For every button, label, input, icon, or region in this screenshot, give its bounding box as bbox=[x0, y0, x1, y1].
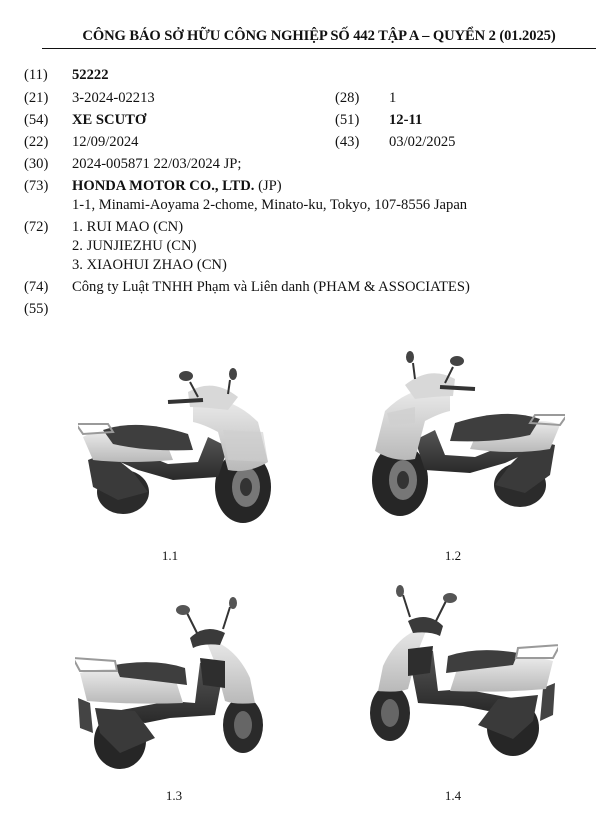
application-number: 3-2024-02213 bbox=[72, 90, 155, 106]
figure-1-2 bbox=[365, 345, 565, 525]
field-code: (30) bbox=[24, 156, 49, 172]
owner-name: HONDA MOTOR CO., LTD. bbox=[72, 178, 255, 194]
ip-agent: Công ty Luật TNHH Phạm và Liên danh (PHAM & ASSOCIATES) bbox=[72, 279, 470, 295]
scooter-image bbox=[78, 352, 278, 532]
field-code: (28) bbox=[335, 90, 360, 106]
gazette-header: CÔNG BÁO SỞ HỮU CÔNG NGHIỆP SỐ 442 TẬP A – QUYỂN 2 (01.2025) bbox=[42, 28, 596, 49]
registration-number: 52222 bbox=[72, 67, 109, 83]
figure-caption: 1.3 bbox=[165, 788, 183, 803]
scooter-image bbox=[358, 583, 558, 763]
field-code: (54) bbox=[24, 112, 49, 128]
owner-country: (JP) bbox=[254, 178, 282, 194]
filing-date: 12/09/2024 bbox=[72, 134, 139, 150]
field-code: (72) bbox=[24, 219, 49, 235]
field-code: (22) bbox=[24, 134, 49, 150]
field-code: (11) bbox=[24, 67, 48, 83]
figure-1-3 bbox=[75, 593, 275, 773]
figure-caption: 1.1 bbox=[161, 548, 179, 563]
figure-caption: 1.2 bbox=[444, 548, 462, 563]
field-code: (43) bbox=[335, 134, 360, 150]
field-code: (55) bbox=[24, 301, 49, 317]
inventor-1: 1. RUI MAO (CN) bbox=[72, 219, 184, 235]
field-code: (51) bbox=[335, 112, 360, 128]
design-title: XE SCUTƠ bbox=[72, 112, 147, 128]
inventor-2: 2. JUNJIEZHU (CN) bbox=[72, 238, 197, 254]
field-code: (73) bbox=[24, 178, 49, 194]
scooter-image bbox=[365, 345, 565, 525]
field-code: (74) bbox=[24, 279, 49, 295]
publication-date: 03/02/2025 bbox=[389, 134, 456, 150]
figure-1-4 bbox=[358, 583, 558, 763]
owner-address: 1-1, Minami-Aoyama 2-chome, Minato-ku, Tokyo, 107-8556 Japan bbox=[72, 197, 468, 213]
figure-caption: 1.4 bbox=[444, 788, 462, 803]
field-code: (21) bbox=[24, 90, 49, 106]
priority-data: 2024-005871 22/03/2024 JP; bbox=[72, 156, 242, 172]
figure-1-1 bbox=[78, 352, 278, 532]
scooter-image bbox=[75, 593, 275, 773]
locarno-class: 12-11 bbox=[389, 112, 423, 128]
design-count: 1 bbox=[389, 90, 397, 106]
inventor-3: 3. XIAOHUI ZHAO (CN) bbox=[72, 257, 227, 273]
